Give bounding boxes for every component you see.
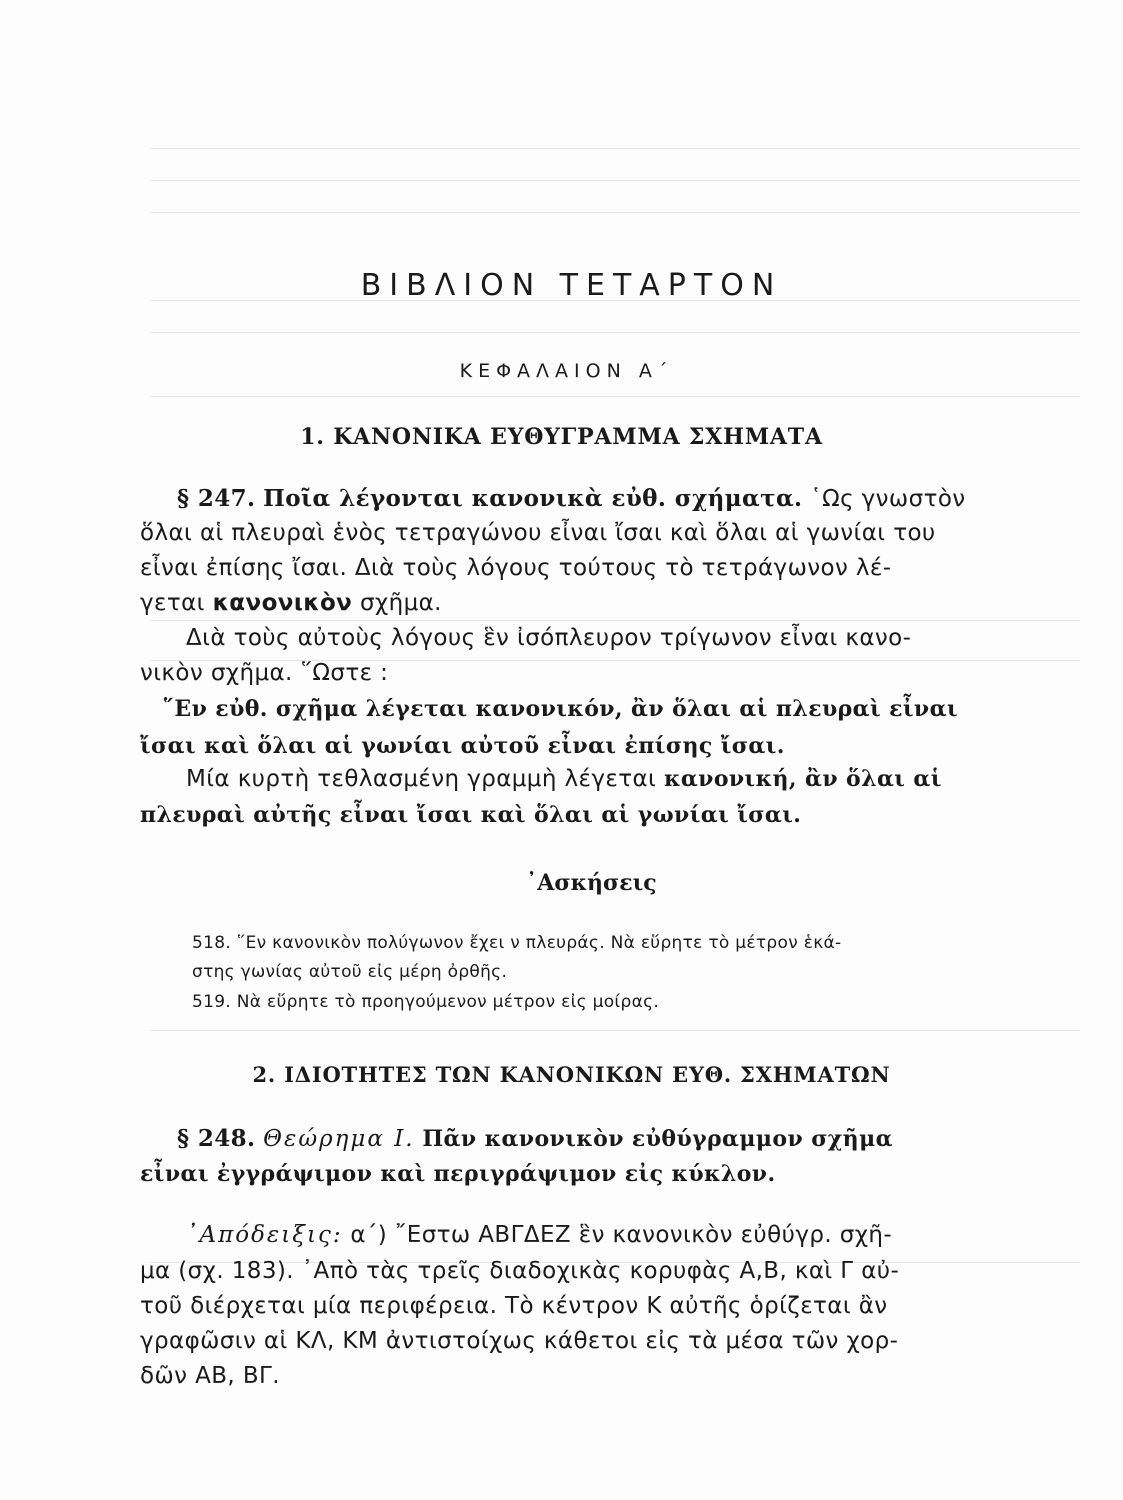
exercise-518-line-1 xyxy=(192,933,841,953)
bleed-through-line xyxy=(150,212,1080,213)
paragraph-number: § 247. xyxy=(177,485,256,512)
bold-term: κανονικὸν xyxy=(212,590,353,616)
exercise-number: 518. xyxy=(192,933,232,953)
bleed-through-line xyxy=(150,332,1080,333)
definition-line-1: ῞Εν εὐθ. σχῆμα λέγεται κανονικόν, ἂν ὅλαι αἱ πλευραὶ εἶναι xyxy=(163,696,958,722)
theorem-248-line-1 xyxy=(177,1125,893,1152)
paragraph-number: § 248. xyxy=(177,1125,256,1152)
proof-line-5: δῶν ΑΒ, ΒΓ. xyxy=(140,1363,280,1389)
section-heading-2: 2. ΙΔΙΟΤΗΤΕΣ ΤΩΝ ΚΑΝΟΝΙΚΩΝ ΕΥΘ. ΣΧΗΜΑΤΩΝ xyxy=(252,1062,891,1087)
theorem-label: Θεώρημα Ι. xyxy=(263,1126,415,1152)
theorem-statement: Πᾶν κανονικὸν εὐθύγραμμον σχῆμα xyxy=(422,1126,893,1152)
text-run: σχῆμα. xyxy=(359,590,442,616)
chapter-title: ΚΕΦΑΛΑΙΟΝ Α΄ xyxy=(459,360,674,382)
paragraph-2-line-1: Διὰ τοὺς αὐτοὺς λόγους ἓν ἰσόπλευρον τρίγωνον εἶναι κανο- xyxy=(186,625,912,651)
bleed-through-line xyxy=(150,148,1080,149)
proof-line-2: μα (σχ. 183). ᾿Απὸ τὰς τρεῖς διαδοχικὰς κορυφὰς Α,Β, καὶ Γ αὐ- xyxy=(140,1258,900,1284)
text-run: α΄) ῎Εστω ΑΒΓΔΕΖ ἓν κανονικὸν εὐθύγρ. σχῆ- xyxy=(350,1222,893,1248)
exercise-number: 519. xyxy=(192,992,232,1012)
paragraph-247-line-1 xyxy=(177,485,966,512)
paragraph-247-line-2: ὅλαι αἱ πλευραὶ ἑνὸς τετραγώνου εἶναι ἴσαι καὶ ὅλαι αἱ γωνίαι του xyxy=(140,520,936,546)
paragraph-2-line-2: νικὸν σχῆμα. ῞Ωστε : xyxy=(140,660,389,686)
paragraph-247-line-4 xyxy=(140,590,442,616)
paragraph-3-line-1 xyxy=(186,766,942,792)
theorem-248-line-2: εἶναι ἐγγράψιμον καὶ περιγράψιμον εἰς κύκλον. xyxy=(140,1161,776,1187)
text-run: ῾Ως γνωστὸν xyxy=(810,486,966,512)
paragraph-3-line-2: πλευραὶ αὐτῆς εἶναι ἴσαι καὶ ὅλαι αἱ γωνίαι ἴσαι. xyxy=(140,802,802,828)
bleed-through-line xyxy=(150,180,1080,181)
proof-line-3: τοῦ διέρχεται μία περιφέρεια. Τὸ κέντρον Κ αὐτῆς ὁρίζεται ἂν xyxy=(140,1293,888,1319)
paragraph-247-line-3: εἶναι ἐπίσης ἴσαι. Διὰ τοὺς λόγους τούτους τὸ τετράγωνον λέ- xyxy=(140,555,892,581)
bleed-through-line xyxy=(150,1030,1080,1031)
exercises-heading: ᾿Ασκήσεις xyxy=(526,870,657,896)
exercise-text: Νὰ εὕρητε τὸ προηγούμενον μέτρον εἰς μοίρας. xyxy=(236,992,660,1012)
text-run: Μία κυρτὴ τεθλασμένη γραμμὴ λέγεται xyxy=(186,766,657,792)
text-run: γεται xyxy=(140,590,205,616)
exercise-text: ῞Εν κανονικὸν πολύγωνον ἔχει ν πλευράς. Νὰ εὕρητε τὸ μέτρον ἑκά- xyxy=(236,933,842,953)
proof-label: ᾿Απόδειξις: xyxy=(186,1222,343,1248)
bleed-through-line xyxy=(150,620,1080,621)
bleed-through-line xyxy=(150,396,1080,397)
definition-line-2: ἴσαι καὶ ὅλαι αἱ γωνίαι αὐτοῦ εἶναι ἐπίσης ἴσαι. xyxy=(140,733,785,759)
proof-line-4: γραφῶσιν αἱ ΚΛ, ΚΜ ἀντιστοίχως κάθετοι εἰς τὰ μέσα τῶν χορ- xyxy=(140,1328,899,1354)
paragraph-title: Ποῖα λέγονται κανονικὰ εὐθ. σχήματα. xyxy=(263,485,803,512)
bold-term: κανονική, ἂν ὅλαι αἱ xyxy=(663,766,942,792)
proof-line-1 xyxy=(186,1222,892,1248)
section-heading-1: 1. ΚΑΝΟΝΙΚΑ ΕΥΘΥΓΡΑΜΜΑ ΣΧΗΜΑΤΑ xyxy=(300,424,823,450)
book-title: ΒΙΒΛΙΟΝ ΤΕΤΑΡΤΟΝ xyxy=(360,268,783,303)
exercise-519-line-1 xyxy=(192,992,659,1012)
exercise-518-line-2: στης γωνίας αὐτοῦ εἰς μέρη ὀρθῆς. xyxy=(192,962,508,982)
